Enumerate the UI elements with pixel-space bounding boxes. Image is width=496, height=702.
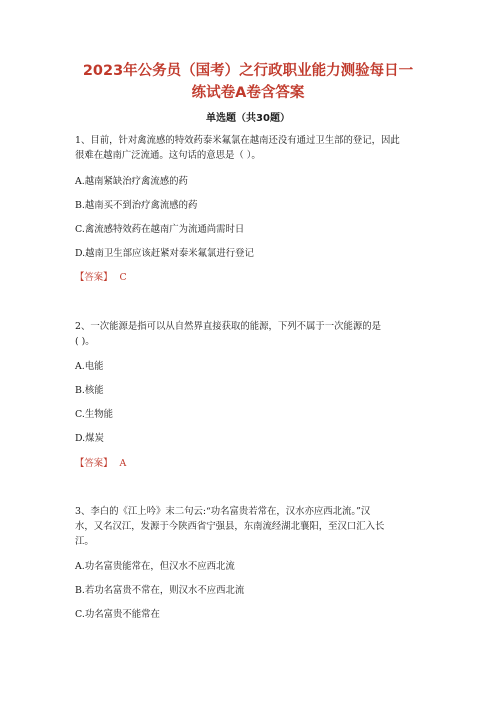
question-2-answer <box>75 457 435 471</box>
question-2-option-c: C.生物能 <box>75 409 113 420</box>
question-1-option-b: B.越南买不到治疗禽流感的药 <box>75 200 198 211</box>
document-title <box>60 60 436 104</box>
question-3-option-b: B.若功名富贵不常在，则汉水不应西北流 <box>75 585 245 596</box>
question-2-stem-line-2: ( )。 <box>75 336 95 347</box>
question-1-option-d: D.越南卫生部应该赶紧对泰米氟氯进行登记 <box>75 248 254 259</box>
question-2-option-b: B.核能 <box>75 385 104 396</box>
question-1-option-a: A.越南紧缺治疗禽流感的药 <box>75 176 188 187</box>
answer-value: A <box>119 458 127 469</box>
question-3-option-a: A.功名富贵能常在，但汉水不应西北流 <box>75 561 235 572</box>
answer-label: 【答案】 <box>75 458 113 469</box>
question-1-stem-line-2: 很难在越南广泛流通。这句话的意思是（ ）。 <box>75 150 261 161</box>
question-3-stem-line-1: 3、李白的《江上吟》末二句云:“功名富贵若常在，汉水亦应西北流。”汉 <box>75 506 371 517</box>
title-line-1: 2023年公务员（国考）之行政职业能力测验每日一 <box>82 63 414 79</box>
question-3-option-c: C.功名富贵不能常在 <box>75 609 160 620</box>
question-2-option-a: A.电能 <box>75 361 104 372</box>
question-3-stem-line-2: 水，又名汉江，发源于今陕西省宁强县，东南流经湖北襄阳，至汉口汇入长 <box>75 521 385 532</box>
title-line-2: 练试卷A卷含答案 <box>191 85 305 101</box>
section-heading: 单选题（共30题） <box>206 113 290 124</box>
question-3-stem-line-3: 江。 <box>75 536 94 547</box>
question-1-answer <box>75 271 435 285</box>
answer-label: 【答案】 <box>75 272 113 283</box>
question-1-stem-line-1: 1、目前，针对禽流感的特效药泰米氟氯在越南还没有通过卫生部的登记，因此 <box>75 135 400 146</box>
question-2-option-d: D.煤炭 <box>75 433 104 444</box>
question-2-stem-line-1: 2、一次能源是指可以从自然界直接获取的能源，下列不属于一次能源的是 <box>75 321 381 332</box>
question-1-option-c: C.禽流感特效药在越南广为流通尚需时日 <box>75 224 245 235</box>
answer-value: C <box>119 272 127 283</box>
